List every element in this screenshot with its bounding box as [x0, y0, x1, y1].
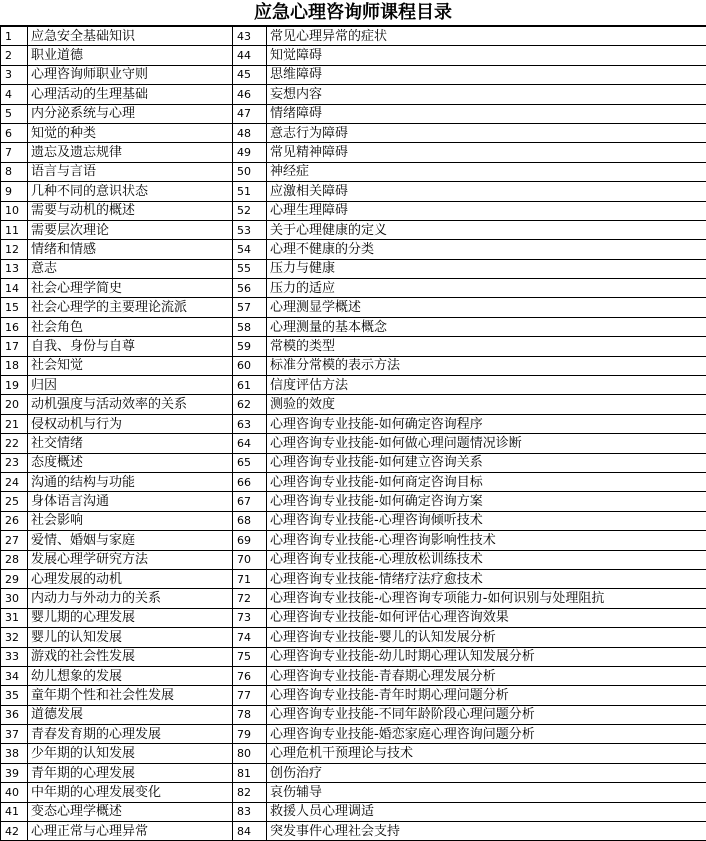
table-row [1, 414, 706, 433]
course-title: 应激相关障碍 [267, 182, 706, 201]
course-number: 72 [233, 589, 267, 608]
course-number: 27 [1, 531, 28, 550]
course-title: 爱情、婚姻与家庭 [28, 531, 233, 550]
course-title: 变态心理学概述 [28, 802, 233, 821]
course-number: 64 [233, 434, 267, 453]
course-number: 77 [233, 686, 267, 705]
course-title: 幼儿想象的发展 [28, 666, 233, 685]
course-number: 19 [1, 376, 28, 395]
course-title: 几种不同的意识状态 [28, 182, 233, 201]
course-title: 需要与动机的概述 [28, 201, 233, 220]
course-number: 71 [233, 569, 267, 588]
table-row [1, 802, 706, 821]
course-title: 心理咨询师职业守则 [28, 65, 233, 84]
course-number: 13 [1, 259, 28, 278]
course-title: 心理测显学概述 [267, 298, 706, 317]
course-number: 80 [233, 744, 267, 763]
course-title: 心理咨询专业技能-如何确定咨询程序 [267, 414, 706, 433]
course-number: 18 [1, 356, 28, 375]
table-row [1, 686, 706, 705]
course-title: 社会影响 [28, 511, 233, 530]
course-title: 心理危机干预理论与技术 [267, 744, 706, 763]
course-title: 心理咨询专业技能-青春期心理发展分析 [267, 666, 706, 685]
course-number: 51 [233, 182, 267, 201]
course-number: 50 [233, 162, 267, 181]
course-title: 信度评估方法 [267, 376, 706, 395]
course-title: 常见心理异常的症状 [267, 27, 706, 46]
course-number: 28 [1, 550, 28, 569]
course-number: 79 [233, 725, 267, 744]
table-row [1, 376, 706, 395]
table-row [1, 162, 706, 181]
course-number: 15 [1, 298, 28, 317]
course-title: 心理咨询专业技能-心理咨询专项能力-如何识别与处理阻抗 [267, 589, 706, 608]
course-title: 心理咨询专业技能-心理咨询影响性技术 [267, 531, 706, 550]
course-number: 47 [233, 104, 267, 123]
course-title: 知觉的种类 [28, 123, 233, 142]
course-number: 38 [1, 744, 28, 763]
course-title: 常模的类型 [267, 337, 706, 356]
course-number: 78 [233, 705, 267, 724]
table-row [1, 298, 706, 317]
course-title: 社会角色 [28, 317, 233, 336]
course-title: 归因 [28, 376, 233, 395]
course-number: 22 [1, 434, 28, 453]
course-title: 职业道德 [28, 46, 233, 65]
table-row [1, 550, 706, 569]
course-number: 60 [233, 356, 267, 375]
course-title: 婴儿期的心理发展 [28, 608, 233, 627]
course-title: 心理咨询专业技能-婚恋家庭心理咨询问题分析 [267, 725, 706, 744]
course-title: 创伤治疗 [267, 763, 706, 782]
course-number: 35 [1, 686, 28, 705]
course-number: 12 [1, 240, 28, 259]
course-title: 道德发展 [28, 705, 233, 724]
table-row [1, 434, 706, 453]
course-title: 妄想内容 [267, 85, 706, 104]
table-row [1, 317, 706, 336]
course-title: 心理测量的基本概念 [267, 317, 706, 336]
course-number: 65 [233, 453, 267, 472]
table-row [1, 822, 706, 841]
course-number: 29 [1, 569, 28, 588]
course-number: 32 [1, 628, 28, 647]
course-number: 84 [233, 822, 267, 841]
course-number: 74 [233, 628, 267, 647]
course-number: 76 [233, 666, 267, 685]
course-title: 童年期个性和社会性发展 [28, 686, 233, 705]
course-number: 2 [1, 46, 28, 65]
course-title: 自我、身份与自尊 [28, 337, 233, 356]
course-title: 身体语言沟通 [28, 492, 233, 511]
course-title: 常见精神障碍 [267, 143, 706, 162]
course-title: 动机强度与活动效率的关系 [28, 395, 233, 414]
course-title: 心理活动的生理基础 [28, 85, 233, 104]
course-number: 81 [233, 763, 267, 782]
course-number: 62 [233, 395, 267, 414]
table-row [1, 589, 706, 608]
course-number: 69 [233, 531, 267, 550]
course-title: 社会心理学的主要理论流派 [28, 298, 233, 317]
course-title: 情绪障碍 [267, 104, 706, 123]
course-number: 54 [233, 240, 267, 259]
course-number: 49 [233, 143, 267, 162]
course-number: 8 [1, 162, 28, 181]
table-row [1, 356, 706, 375]
course-title: 侵权动机与行为 [28, 414, 233, 433]
course-title: 心理咨询专业技能-心理放松训练技术 [267, 550, 706, 569]
course-title: 心理咨询专业技能-如何做心理问题情况诊断 [267, 434, 706, 453]
course-number: 23 [1, 453, 28, 472]
course-number: 17 [1, 337, 28, 356]
course-title: 社会心理学简史 [28, 279, 233, 298]
course-number: 6 [1, 123, 28, 142]
course-title: 意志 [28, 259, 233, 278]
course-title: 态度概述 [28, 453, 233, 472]
course-number: 52 [233, 201, 267, 220]
course-title: 心理发展的动机 [28, 569, 233, 588]
table-row [1, 744, 706, 763]
course-title: 心理咨询专业技能-如何确定咨询方案 [267, 492, 706, 511]
course-title: 心理咨询专业技能-婴儿的认知发展分析 [267, 628, 706, 647]
course-title: 哀伤辅导 [267, 783, 706, 802]
course-number: 63 [233, 414, 267, 433]
course-number: 39 [1, 763, 28, 782]
course-number: 25 [1, 492, 28, 511]
table-row [1, 123, 706, 142]
table-row [1, 337, 706, 356]
course-title: 发展心理学研究方法 [28, 550, 233, 569]
table-row [1, 143, 706, 162]
table-row [1, 46, 706, 65]
table-row [1, 259, 706, 278]
course-title: 心理正常与心理异常 [28, 822, 233, 841]
course-number: 44 [233, 46, 267, 65]
course-title: 测验的效度 [267, 395, 706, 414]
course-number: 57 [233, 298, 267, 317]
course-title: 心理咨询专业技能-心理咨询倾听技术 [267, 511, 706, 530]
course-title: 压力与健康 [267, 259, 706, 278]
course-title: 语言与言语 [28, 162, 233, 181]
course-title: 社交情绪 [28, 434, 233, 453]
table-row [1, 666, 706, 685]
course-title: 心理生理障碍 [267, 201, 706, 220]
course-title: 情绪和情感 [28, 240, 233, 259]
course-title: 标准分常模的表示方法 [267, 356, 706, 375]
table-row [1, 65, 706, 84]
table-row [1, 201, 706, 220]
course-table-body [1, 27, 706, 841]
course-number: 40 [1, 783, 28, 802]
course-number: 83 [233, 802, 267, 821]
course-number: 68 [233, 511, 267, 530]
course-number: 11 [1, 220, 28, 239]
table-row [1, 220, 706, 239]
course-number: 53 [233, 220, 267, 239]
course-title: 青年期的心理发展 [28, 763, 233, 782]
course-number: 20 [1, 395, 28, 414]
course-number: 66 [233, 472, 267, 491]
page-title: 应急心理咨询师课程目录 [0, 0, 706, 26]
course-title: 心理咨询专业技能-不同年龄阶段心理问题分析 [267, 705, 706, 724]
course-number: 58 [233, 317, 267, 336]
table-row [1, 608, 706, 627]
course-number: 43 [233, 27, 267, 46]
course-title: 婴儿的认知发展 [28, 628, 233, 647]
course-number: 14 [1, 279, 28, 298]
course-number: 41 [1, 802, 28, 821]
course-title: 心理咨询专业技能-情绪疗法疗愈技术 [267, 569, 706, 588]
course-number: 24 [1, 472, 28, 491]
course-title: 内分泌系统与心理 [28, 104, 233, 123]
table-row [1, 531, 706, 550]
course-title: 游戏的社会性发展 [28, 647, 233, 666]
table-row [1, 279, 706, 298]
course-number: 61 [233, 376, 267, 395]
course-title: 心理咨询专业技能-幼儿时期心理认知发展分析 [267, 647, 706, 666]
course-number: 46 [233, 85, 267, 104]
course-title: 中年期的心理发展变化 [28, 783, 233, 802]
course-title: 心理不健康的分类 [267, 240, 706, 259]
course-title: 沟通的结构与功能 [28, 472, 233, 491]
table-row [1, 27, 706, 46]
course-number: 26 [1, 511, 28, 530]
course-title: 内动力与外动力的关系 [28, 589, 233, 608]
course-title: 思维障碍 [267, 65, 706, 84]
table-row [1, 511, 706, 530]
table-row [1, 472, 706, 491]
course-number: 31 [1, 608, 28, 627]
course-title: 压力的适应 [267, 279, 706, 298]
table-row [1, 492, 706, 511]
course-title: 关于心理健康的定义 [267, 220, 706, 239]
course-number: 73 [233, 608, 267, 627]
course-title: 突发事件心理社会支持 [267, 822, 706, 841]
course-number: 70 [233, 550, 267, 569]
course-title: 救援人员心理调适 [267, 802, 706, 821]
course-number: 48 [233, 123, 267, 142]
course-number: 42 [1, 822, 28, 841]
course-title: 心理咨询专业技能-如何商定咨询目标 [267, 472, 706, 491]
course-number: 5 [1, 104, 28, 123]
course-number: 34 [1, 666, 28, 685]
course-title: 神经症 [267, 162, 706, 181]
course-table [0, 26, 706, 841]
table-row [1, 705, 706, 724]
course-number: 37 [1, 725, 28, 744]
table-row [1, 569, 706, 588]
course-number: 56 [233, 279, 267, 298]
course-number: 16 [1, 317, 28, 336]
table-row [1, 628, 706, 647]
table-row [1, 647, 706, 666]
course-title: 心理咨询专业技能-如何评估心理咨询效果 [267, 608, 706, 627]
table-row [1, 104, 706, 123]
table-row [1, 453, 706, 472]
course-title: 知觉障碍 [267, 46, 706, 65]
course-title: 少年期的认知发展 [28, 744, 233, 763]
course-number: 4 [1, 85, 28, 104]
course-number: 36 [1, 705, 28, 724]
table-row [1, 395, 706, 414]
course-title: 青春发育期的心理发展 [28, 725, 233, 744]
table-row [1, 182, 706, 201]
table-row [1, 725, 706, 744]
course-number: 3 [1, 65, 28, 84]
table-row [1, 763, 706, 782]
course-title: 心理咨询专业技能-青年时期心理问题分析 [267, 686, 706, 705]
course-number: 55 [233, 259, 267, 278]
course-number: 82 [233, 783, 267, 802]
table-row [1, 783, 706, 802]
table-row [1, 240, 706, 259]
course-number: 21 [1, 414, 28, 433]
course-number: 45 [233, 65, 267, 84]
course-title: 应急安全基础知识 [28, 27, 233, 46]
course-number: 1 [1, 27, 28, 46]
course-number: 75 [233, 647, 267, 666]
table-row [1, 85, 706, 104]
course-number: 7 [1, 143, 28, 162]
course-title: 需要层次理论 [28, 220, 233, 239]
course-number: 10 [1, 201, 28, 220]
course-title: 心理咨询专业技能-如何建立咨询关系 [267, 453, 706, 472]
course-number: 59 [233, 337, 267, 356]
course-title: 遗忘及遗忘规律 [28, 143, 233, 162]
course-number: 67 [233, 492, 267, 511]
course-number: 30 [1, 589, 28, 608]
course-number: 9 [1, 182, 28, 201]
course-number: 33 [1, 647, 28, 666]
course-title: 社会知觉 [28, 356, 233, 375]
course-title: 意志行为障碍 [267, 123, 706, 142]
